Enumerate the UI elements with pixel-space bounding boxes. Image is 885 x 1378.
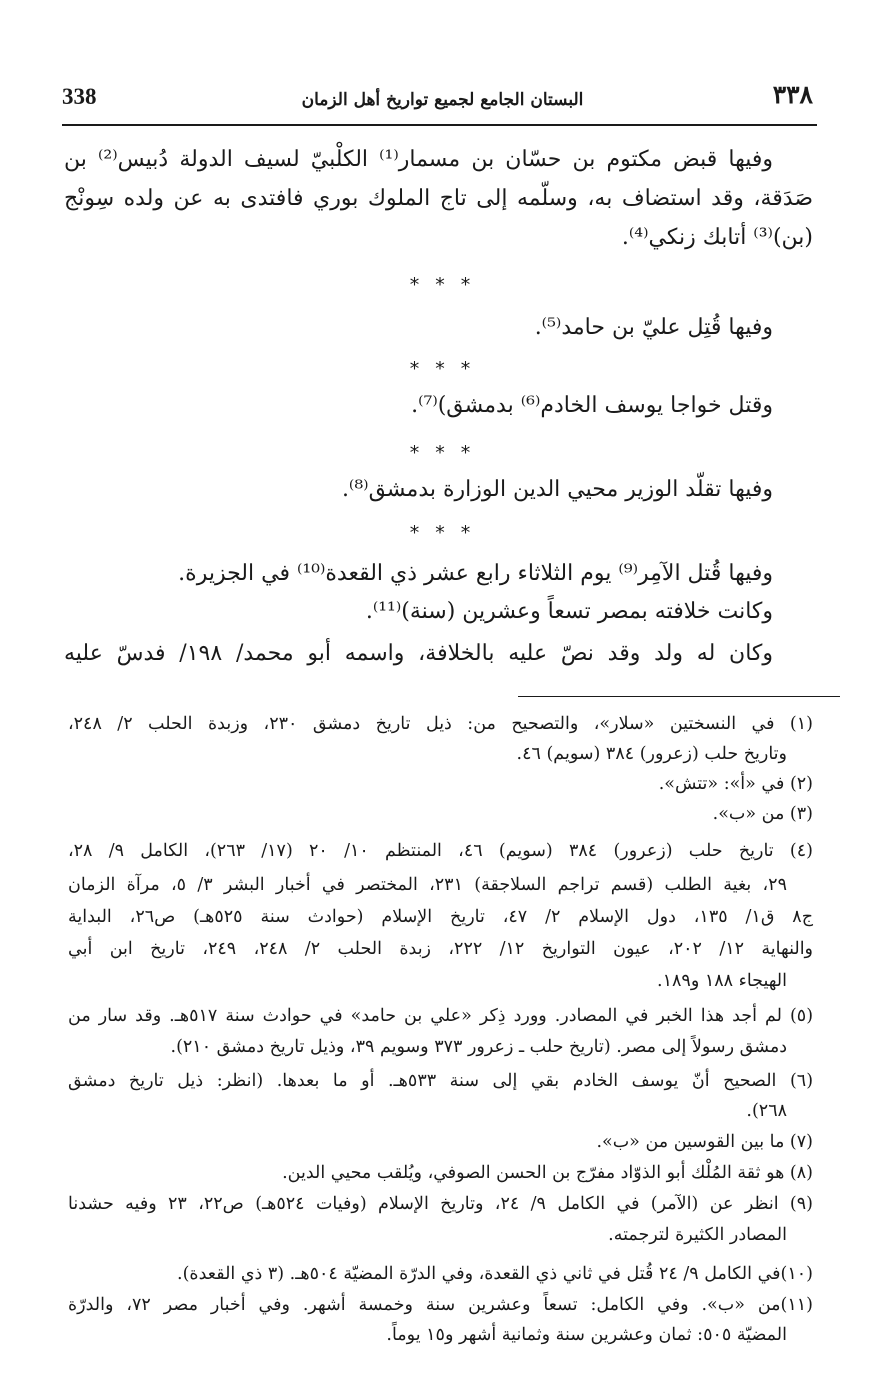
footnote-line: (٩) انظر عن (الآمر) في الكامل ٩/ ٢٤، وتاريخ الإسلام (وفيات ٥٢٤هـ) ص٢٢، ٢٣ وفيه حشدنا <box>68 1194 813 1214</box>
footnote-line: (١١)من «ب». وفي الكامل: تسعاً وعشرين سنة وخمسة أشهر. وفي أخبار مصر ٧٢، والدرّة <box>68 1295 813 1315</box>
section-separator: * * * <box>409 442 476 464</box>
footnote-line: (١٠)في الكامل ٩/ ٢٤ قُتل في ثاني ذي القعدة، وفي الدرّة المضيّة ٥٠٤هـ. (٣ ذي القعدة). <box>177 1264 813 1284</box>
body-line: وفيها قُتل الآمِر⁽⁹⁾ يوم الثلاثاء رابع عشر ذي القعدة⁽¹⁰⁾ في الجزيرة. <box>178 561 773 586</box>
body-line: وقتل خواجا يوسف الخادم⁽⁶⁾ بدمشق)⁽⁷⁾. <box>411 393 773 418</box>
body-line: صَدَقة، وقد استضاف به، وسلّمه إلى تاج الملوك بوري فافتدى به عن ولده سِونْج <box>64 186 813 211</box>
footnote-line: (٤) تاريخ حلب (زعرور) ٣٨٤ (سويم) ٤٦، المنتظم ١٠/ ٢٠ (١٧/ ٢٦٣)، الكامل ٩/ ٢٨، <box>68 841 813 861</box>
page-number-arabic: ٣٣٨ <box>772 80 813 109</box>
body-line: وكانت خلافته بمصر تسعاً وعشرين (سنة)⁽¹¹⁾. <box>365 599 773 624</box>
footnote-line: ج٨ ق١/ ١٣٥، دول الإسلام ٢/ ٤٧، تاريخ الإسلام (حوادث سنة ٥٢٥هـ) ص٢٦، البداية <box>68 907 813 927</box>
page-number-latin: 338 <box>62 84 97 109</box>
footnote-line: ٢٦٨). <box>746 1101 787 1121</box>
footnote-line: (٦) الصحيح أنّ يوسف الخادم بقي إلى سنة ٥٣٣هـ. أو ما بعدها. (انظر: ذيل تاريخ دمشق <box>68 1071 814 1091</box>
footnote-line: دمشق رسولاً إلى مصر. (تاريخ حلب ـ زعرور ٣٧٣ وسويم ٣٩، وذيل تاريخ دمشق ٢١٠). <box>170 1037 787 1057</box>
footnote-line: (٣) من «ب». <box>712 804 813 824</box>
footnote-line: (٢) في «أ»: «تتش». <box>658 774 813 794</box>
footnote-line: وتاريخ حلب (زعرور) ٣٨٤ (سويم) ٤٦. <box>516 744 787 764</box>
footnote-line: (١) في النسختين «سلار»، والتصحيح من: ذيل تاريخ دمشق ٢٣٠، وزبدة الحلب ٢/ ٢٤٨، <box>68 714 813 734</box>
footnote-line: المضيّة ٥٠٥: ثمان وعشرين سنة وثمانية أشهر و١٥ يوماً. <box>386 1325 787 1345</box>
footnote-line: الهيجاء ١٨٨ و١٨٩. <box>657 971 787 991</box>
section-separator: * * * <box>409 358 476 380</box>
body-line: وفيها تقلّد الوزير محيي الدين الوزارة بدمشق⁽⁸⁾. <box>341 477 773 502</box>
section-separator: * * * <box>409 522 476 544</box>
footnote-rule <box>518 696 840 697</box>
footnote-line: (٨) هو ثقة المُلْك أبو الذوّاد مفرّج بن الحسن الصوفي، ويُلقب محيي الدين. <box>282 1163 813 1183</box>
footnote-line: والنهاية ١٢/ ٢٠٢، عيون التواريخ ١٢/ ٢٢٢، زبدة الحلب ٢/ ٢٤٨، ٢٤٩، تاريخ ابن أبي <box>68 939 814 959</box>
body-line: وكان له ولد وقد نصّ عليه بالخلافة، واسمه أبو محمد/ ١٩٨/ فدسّ عليه <box>64 641 773 666</box>
footnote-line: (٧) ما بين القوسين من «ب». <box>596 1132 813 1152</box>
body-line: وفيها قُتِل عليّ بن حامد⁽⁵⁾. <box>534 315 773 340</box>
footnote-line: ٢٩، بغية الطلب (قسم تراجم السلاجقة) ٢٣١، المختصر في أخبار البشر ٣/ ٥، مرآة الزمان <box>68 875 787 895</box>
footnote-line: المصادر الكثيرة لترجمته. <box>608 1225 787 1245</box>
footnote-line: (٥) لم أجد هذا الخبر في المصادر. وورد ذِكر «علي بن حامد» في حوادث سنة ٥١٧هـ. وقد سار من <box>68 1006 814 1026</box>
running-title: البستان الجامع لجميع تواريخ أهل الزمان <box>301 90 584 110</box>
body-line: (بن)⁽³⁾ أتابك زنكي⁽⁴⁾. <box>621 225 813 250</box>
section-separator: * * * <box>409 274 476 296</box>
header-rule <box>62 124 817 126</box>
body-line: وفيها قبض مكتوم بن حسّان بن مسمار⁽¹⁾ الكلْبيّ لسيف الدولة دُبيس⁽²⁾ بن <box>64 147 773 172</box>
